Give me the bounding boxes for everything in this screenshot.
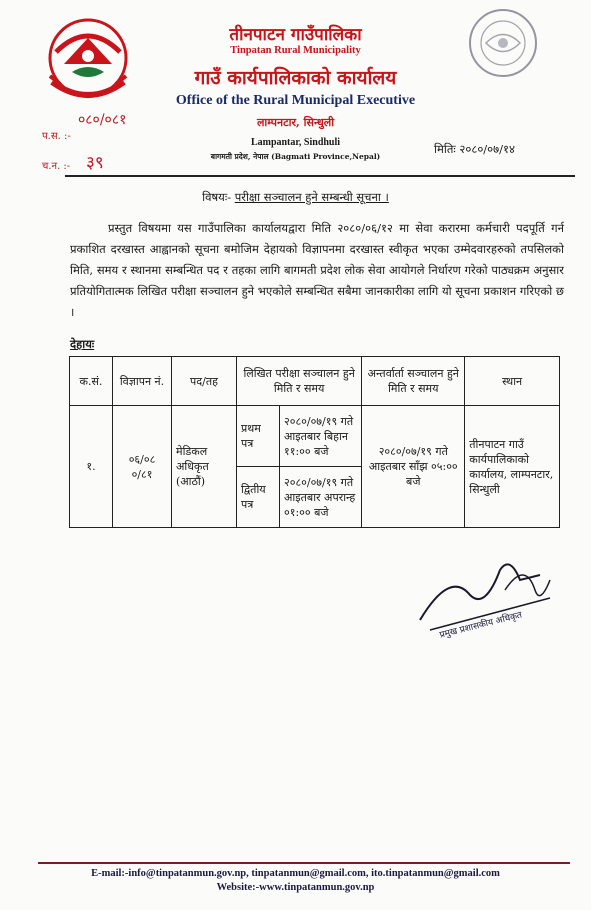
- header-advertisement-no: विज्ञापन नं.: [113, 357, 172, 406]
- header-sn: क.सं.: [70, 357, 113, 406]
- signature: [410, 550, 560, 660]
- cell-paper1-time: २०८०/०७/१९ गते आइतबार बिहान ११:०० बजे: [280, 406, 362, 467]
- footer-website: Website:-www.tinpatanmun.gov.np: [216, 882, 375, 893]
- cell-paper2-time: २०८०/०७/१९ गते आइतबार अपरान्ह ०१:०० बजे: [280, 467, 362, 528]
- patra-sankhya-label: प.स. :-: [42, 131, 71, 142]
- notice-body: प्रस्तुत विषयमा यस गाउँपालिका कार्यालयद्वारा मिति २०८०/०६/१२ मा सेवा करारमा कर्मचारी पदपूर्ति गर्न प्रकाशित दरखास्त आह्वानको सूचना बमोजिम देहायको विज्ञापनमा दरखास्त स्वीकृत भएका उम्मेदवारहरुको तपसिलको मिति, समय र स्थानमा सम्बन्धित पद र तहका लागि बागमती प्रदेश लोक सेवा आयोगले निर्धारण गरेको पाठ्यक्रम अनुसार प्रतियोगितात्मक लिखित परीक्षा सञ्चालन हुने भएकोले सम्बन्धित सबैमा जानकारीका लागि यो सूचना प्रकाशन गरिएको छ ।: [70, 221, 564, 319]
- province-line: बागमती प्रदेश, नेपाल (Bagmati Province,Nepal): [210, 152, 381, 161]
- chalani-label: च.न. :-: [42, 161, 71, 172]
- date-line: [434, 142, 515, 157]
- footer-email: E-mail:-info@tinpatanmun.gov.np, tinpatanmun@gmail.com, ito.tinpatanmun@gmail.com: [91, 868, 500, 879]
- cell-paper1-label: प्रथम पत्र: [237, 406, 280, 467]
- cell-post: मेडिकल अधिकृत (आठौं): [172, 406, 237, 528]
- place-en: Lampantar, Sindhuli: [250, 137, 341, 148]
- table-header-row: [70, 357, 560, 406]
- signatory-designation: प्रमुख प्रशासकीय अधिकृत: [438, 610, 524, 641]
- place-np: लाम्पनटार, सिन्धुली: [256, 116, 335, 129]
- chalani-number: ३९: [86, 153, 104, 173]
- subject-text: परीक्षा सञ्चालन हुने सम्बन्धी सूचना ।: [234, 190, 389, 204]
- cell-sn: १.: [70, 406, 113, 528]
- office-name-np: गाउँ कार्यपालिकाको कार्यालय: [194, 67, 397, 89]
- subject-prefix: विषयः-: [202, 190, 232, 204]
- table-row: [70, 406, 560, 467]
- header-interview: अन्तर्वार्ता सञ्चालन हुने मिति र समय: [362, 357, 465, 406]
- header-venue: स्थान: [465, 357, 560, 406]
- header-post: पद/तह: [172, 357, 237, 406]
- date-value: २०८०/०७/१४: [459, 142, 515, 156]
- cell-venue: तीनपाटन गाउँ कार्यपालिकाको कार्यालय, लाम्पनटार, सिन्धुली: [465, 406, 560, 528]
- header-written-exam: लिखित परीक्षा सञ्चालन हुने मिति र समय: [237, 357, 362, 406]
- subject-line: [0, 190, 591, 205]
- office-name-en: Office of the Rural Municipal Executive: [175, 93, 416, 108]
- cell-advertisement-no: ०६/०८ ०/८१: [113, 406, 172, 528]
- footer-divider: [38, 862, 570, 864]
- municipality-name-en: Tinpatan Rural Municipality: [230, 45, 361, 56]
- municipality-name-np: तीनपाटन गाउँपालिका: [229, 25, 362, 45]
- header-divider: [65, 175, 575, 177]
- cell-paper2-label: द्वितीय पत्र: [237, 467, 280, 528]
- fiscal-year: ०८०/०८१: [78, 112, 127, 128]
- date-label: मितिः: [434, 142, 456, 156]
- dehaay-label: देहायः: [70, 337, 95, 351]
- exam-schedule-table: [69, 356, 560, 528]
- cell-interview: २०८०/०७/१९ गते आइतबार साँझ ०५:०० बजे: [362, 406, 465, 528]
